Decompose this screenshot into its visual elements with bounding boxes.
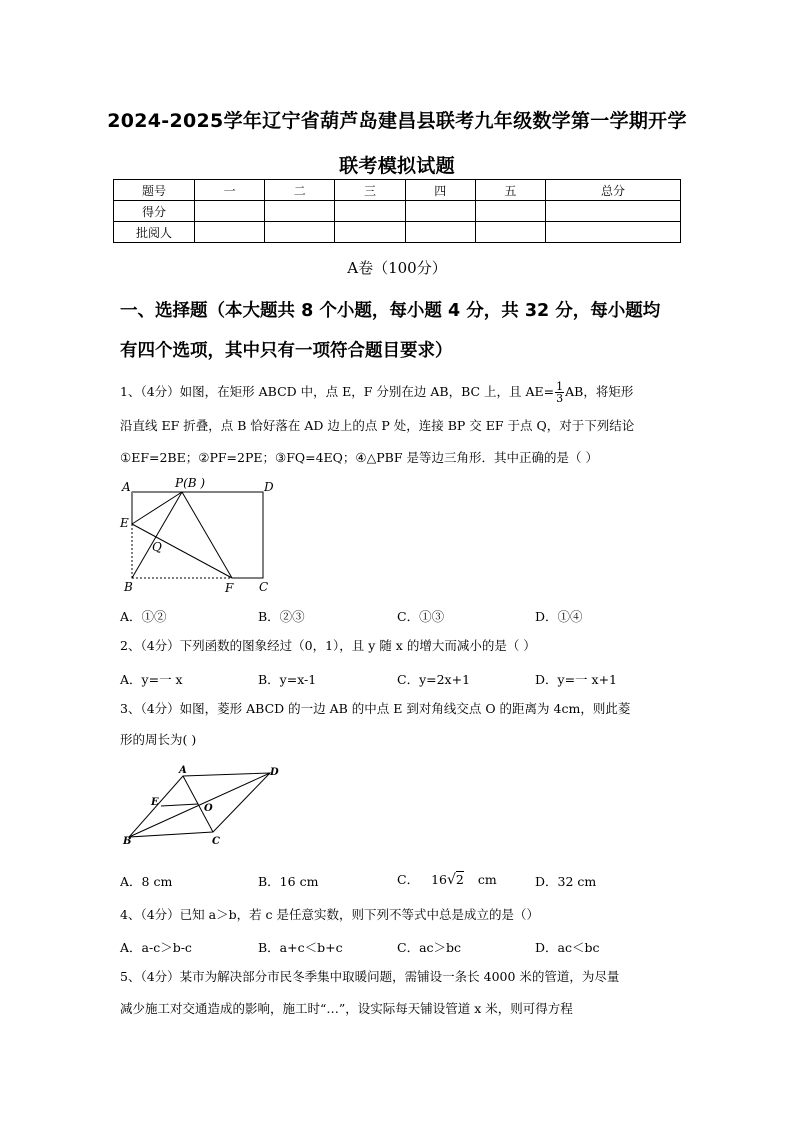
question-4-text: 4、（4分）已知 a＞b，若 c 是任意实数，则下列不等式中总是成立的是（） bbox=[120, 907, 540, 922]
label-o: O bbox=[204, 803, 213, 814]
label-b: B bbox=[124, 580, 133, 594]
label-e: E bbox=[151, 797, 159, 808]
section-heading-line2: 有四个选项，其中只有一项符合题目要求） bbox=[120, 341, 453, 361]
sqrt-icon: √ bbox=[446, 872, 456, 888]
score-table-header-cell: 四 bbox=[405, 180, 475, 201]
document-title-line2: 联考模拟试题 bbox=[339, 155, 455, 177]
q3-option-c-prefix: C． bbox=[397, 872, 420, 887]
score-cell bbox=[335, 222, 405, 243]
score-cell bbox=[195, 222, 265, 243]
fraction-denominator: 3 bbox=[556, 392, 564, 405]
label-q: Q bbox=[152, 540, 162, 554]
section-heading-line1: 一、选择题（本大题共 8 个小题，每小题 4 分，共 32 分，每小题均 bbox=[120, 301, 661, 321]
q4-option-d: D．ac＜bc bbox=[535, 940, 600, 955]
score-table-row-label: 批阅人 bbox=[114, 222, 195, 243]
q1-option-c: C．①③ bbox=[397, 609, 445, 624]
score-table bbox=[113, 179, 681, 243]
score-table-row bbox=[114, 201, 681, 222]
score-table-header-row bbox=[114, 180, 681, 201]
rectangle-fold-figure bbox=[110, 472, 290, 597]
score-table-row bbox=[114, 222, 681, 243]
q3-option-c-coef: 16 bbox=[431, 872, 447, 887]
q1-option-a: A．①② bbox=[120, 609, 167, 624]
score-cell bbox=[335, 201, 405, 222]
question-5-line1: 5、（4分）某市为解决部分市民冬季集中取暖问题，需铺设一条长 4000 米的管道，为尽量 bbox=[120, 969, 620, 984]
line-bp bbox=[132, 492, 182, 578]
question-3-line2: 形的周长为( ) bbox=[120, 732, 197, 747]
question-1-text-a: 1、（4分）如图，在矩形 ABCD 中，点 E，F 分别在边 AB，BC 上，且 AE= bbox=[120, 384, 555, 399]
score-cell bbox=[195, 201, 265, 222]
score-cell bbox=[475, 222, 545, 243]
q2-option-a: A．y=一 x bbox=[120, 672, 183, 687]
q4-option-c: C．ac＞bc bbox=[397, 940, 462, 955]
q3-option-c bbox=[397, 870, 497, 888]
score-cell bbox=[265, 201, 335, 222]
question-1-line2: 沿直线 EF 折叠，点 B 恰好落在 AD 边上的点 P 处，连接 BP 交 EF 于点 Q，对于下列结论 bbox=[120, 418, 635, 433]
score-table-header-cell: 一 bbox=[195, 180, 265, 201]
score-cell bbox=[475, 201, 545, 222]
label-b: B bbox=[123, 836, 132, 847]
question-1-line1 bbox=[120, 381, 680, 404]
score-table-header-cell: 三 bbox=[335, 180, 405, 201]
q1-option-d: D．①④ bbox=[535, 609, 583, 624]
question-1-text-b: AB，将矩形 bbox=[565, 384, 634, 399]
volume-heading: A卷（100分） bbox=[347, 259, 447, 277]
question-1-line3: ①EF=2BE；②PF=2PE；③FQ=4EQ；④△PBF 是等边三角形．其中正确的是（ ） bbox=[120, 450, 598, 465]
score-table-header-cell: 二 bbox=[265, 180, 335, 201]
score-table-header-cell: 总分 bbox=[546, 180, 681, 201]
q2-option-d: D．y=一 x+1 bbox=[535, 672, 618, 687]
score-cell bbox=[546, 201, 681, 222]
question-3-line1: 3、（4分）如图，菱形 ABCD 的一边 AB 的中点 E 到对角线交点 O 的距离为 4cm，则此菱 bbox=[120, 701, 631, 716]
q2-option-c: C．y=2x+1 bbox=[397, 672, 471, 687]
fraction-numerator: 1 bbox=[556, 380, 564, 393]
fraction-one-third bbox=[555, 381, 564, 404]
rhombus-figure bbox=[118, 762, 288, 852]
label-c: C bbox=[259, 580, 269, 594]
question-2-text: 2、（4分）下列函数的图象经过（0，1），且 y 随 x 的增大而减小的是（ ） bbox=[120, 638, 536, 653]
q3-option-c-unit: cm bbox=[477, 872, 497, 887]
q3-option-a: A．8 cm bbox=[120, 874, 173, 889]
q3-option-b: B．16 cm bbox=[258, 874, 319, 889]
q1-option-b: B．②③ bbox=[258, 609, 305, 624]
score-cell bbox=[405, 201, 475, 222]
score-cell bbox=[265, 222, 335, 243]
score-table-header-cell: 题号 bbox=[114, 180, 195, 201]
label-c: C bbox=[212, 836, 220, 847]
q2-option-b: B．y=x-1 bbox=[258, 672, 317, 687]
line-ef bbox=[132, 524, 232, 578]
line-pf bbox=[182, 492, 232, 578]
score-table-header-cell: 五 bbox=[475, 180, 545, 201]
label-d: D bbox=[270, 767, 279, 778]
score-cell bbox=[546, 222, 681, 243]
label-f: F bbox=[225, 581, 234, 595]
document-title-line1: 2024-2025学年辽宁省葫芦岛建昌县联考九年级数学第一学期开学 bbox=[107, 110, 687, 132]
label-a: A bbox=[122, 480, 131, 494]
q3-option-c-radicand: 2 bbox=[455, 872, 464, 887]
question-5-line2: 减少施工对交通造成的影响，施工时“…”，设实际每天铺设管道 x 米，则可得方程 bbox=[120, 1001, 573, 1016]
q4-option-a: A．a-c＞b-c bbox=[120, 940, 192, 955]
q3-option-d: D．32 cm bbox=[535, 874, 597, 889]
label-pb: P(B ) bbox=[175, 476, 206, 490]
score-cell bbox=[405, 222, 475, 243]
segment-eo bbox=[161, 804, 198, 806]
label-a: A bbox=[179, 765, 187, 776]
q4-option-b: B．a+c＜b+c bbox=[258, 940, 343, 955]
label-e: E bbox=[120, 516, 129, 530]
label-d: D bbox=[264, 480, 274, 494]
score-table-row-label: 得分 bbox=[114, 201, 195, 222]
line-ep bbox=[132, 492, 182, 524]
